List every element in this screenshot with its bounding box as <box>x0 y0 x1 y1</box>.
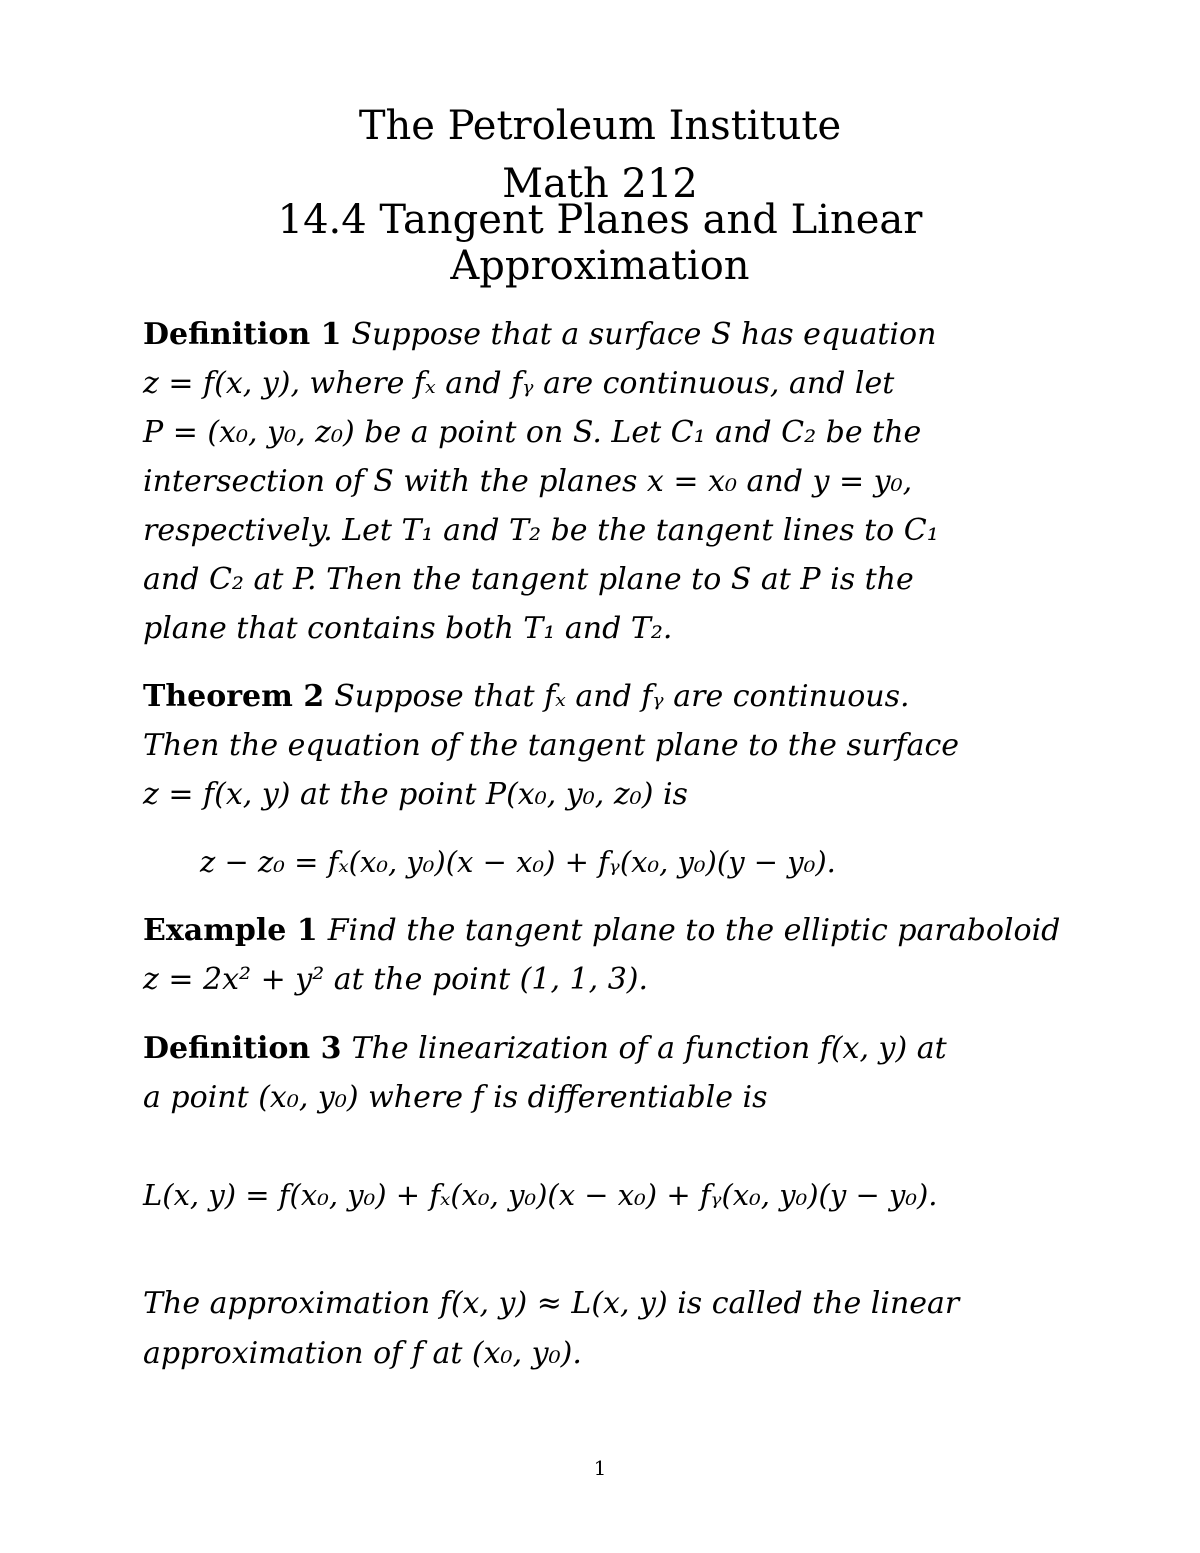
example-1-label: Example 1 <box>143 913 318 948</box>
definition-1-line: respectively. Let T₁ and T₂ be the tangent lines to C₁ <box>143 513 939 548</box>
definition-1-line: plane that contains both T₁ and T₂. <box>143 611 673 646</box>
example-1-line <box>143 913 1061 948</box>
institution-title: The Petroleum Institute <box>358 103 842 149</box>
definition-1-label: Definition 1 <box>143 317 342 352</box>
definition-3-label: Definition 3 <box>143 1031 342 1066</box>
theorem-2-label: Theorem 2 <box>143 679 325 714</box>
theorem-2-line: Then the equation of the tangent plane to the surface <box>143 728 960 763</box>
definition-1-line: intersection of S with the planes x = x₀ and y = y₀, <box>143 464 913 499</box>
example-1-line: z = 2x² + y² at the point (1, 1, 3). <box>143 962 649 997</box>
definition-3-text: The linearization of a function f(x, y) at <box>351 1031 947 1066</box>
definition-3-closing-line: The approximation f(x, y) ≈ L(x, y) is called the linear <box>143 1286 960 1321</box>
tangent-plane-equation: z − z₀ = fₓ(x₀, y₀)(x − x₀) + fᵧ(x₀, y₀)(y − y₀). <box>200 845 836 879</box>
definition-1-text: Suppose that a surface S has equation <box>351 317 937 352</box>
definition-1-line: and C₂ at P. Then the tangent plane to S at P is the <box>143 562 914 597</box>
definition-3-closing-line: approximation of f at (x₀, y₀). <box>143 1336 582 1371</box>
section-title-line2: Approximation <box>450 243 750 289</box>
definition-3-line <box>143 1031 947 1066</box>
section-title-line1: 14.4 Tangent Planes and Linear <box>277 197 923 243</box>
linearization-equation: L(x, y) = f(x₀, y₀) + fₓ(x₀, y₀)(x − x₀) + fᵧ(x₀, y₀)(y − y₀). <box>143 1178 938 1212</box>
definition-3-line: a point (x₀, y₀) where f is differentiable is <box>143 1080 768 1115</box>
course-title: Math 212 <box>502 161 698 207</box>
theorem-2-line: z = f(x, y) at the point P(x₀, y₀, z₀) is <box>143 777 688 812</box>
page-number: 1 <box>593 1456 607 1480</box>
theorem-2-line <box>143 679 910 714</box>
definition-1-line <box>143 317 937 352</box>
theorem-2-text: Suppose that fₓ and fᵧ are continuous. <box>334 679 910 714</box>
definition-1-line: P = (x₀, y₀, z₀) be a point on S. Let C₁ and C₂ be the <box>143 415 922 450</box>
example-1-text: Find the tangent plane to the elliptic paraboloid <box>327 913 1061 948</box>
definition-1-line: z = f(x, y), where fₓ and fᵧ are continuous, and let <box>143 366 895 401</box>
